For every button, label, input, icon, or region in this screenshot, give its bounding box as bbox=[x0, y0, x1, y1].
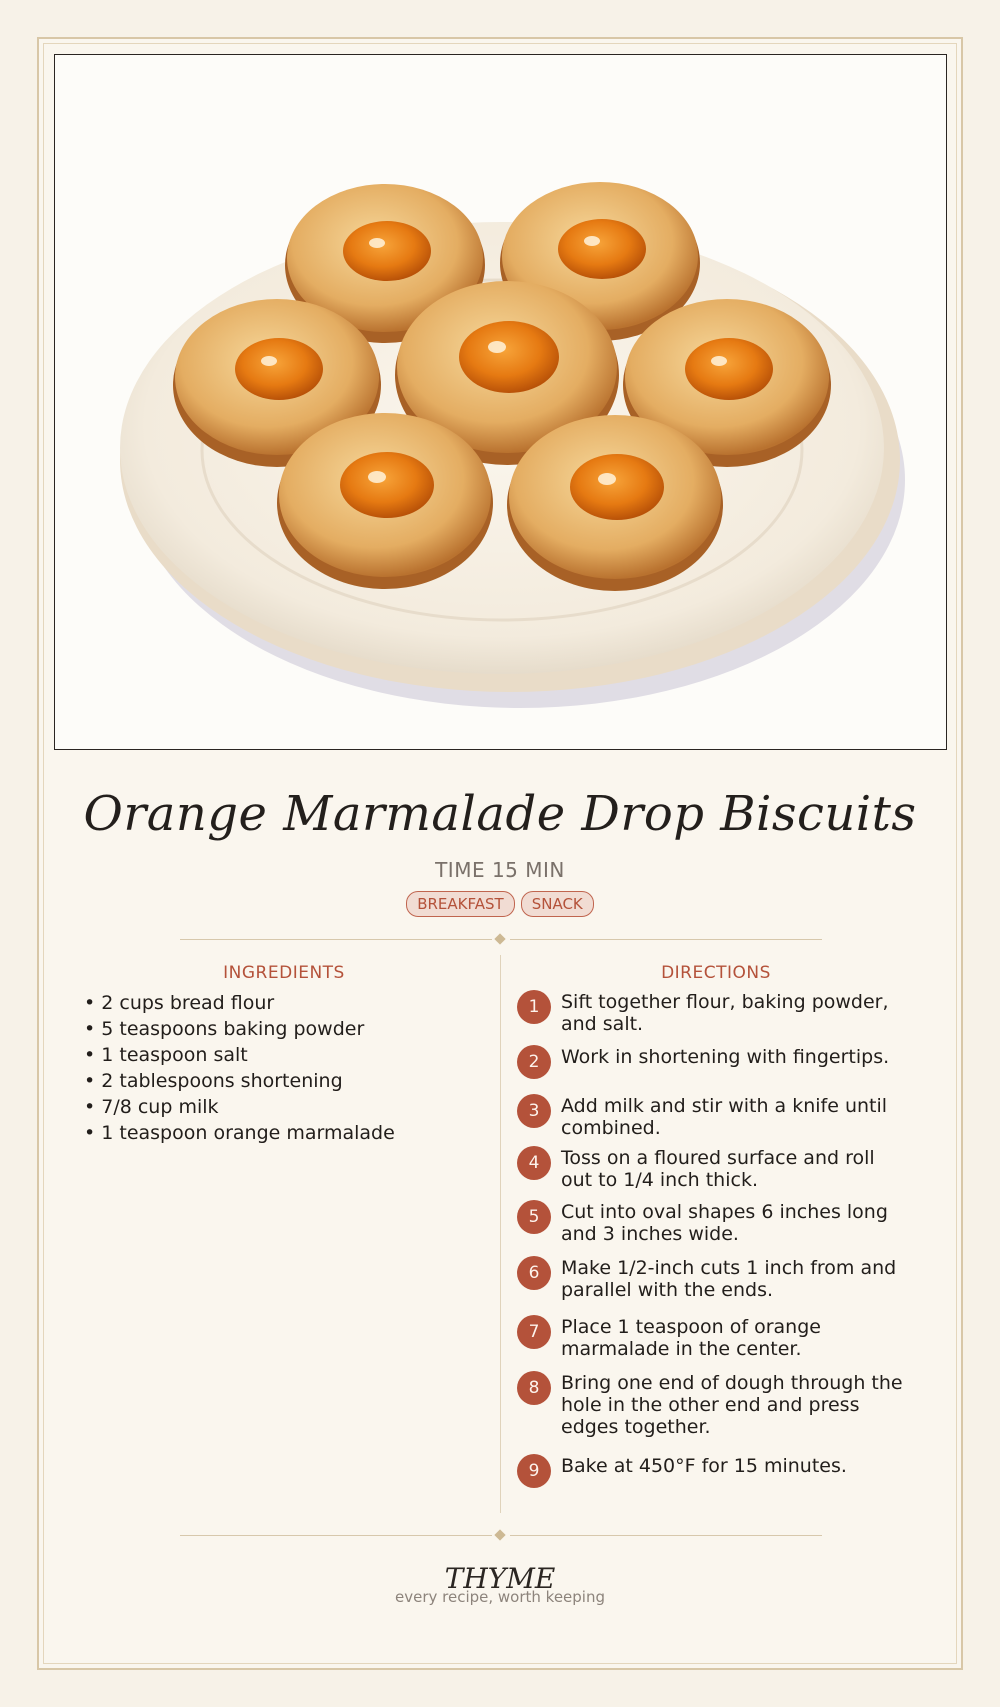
step-text: Make 1/2-inch cuts 1 inch from and parallel with the ends. bbox=[561, 1257, 897, 1301]
tag-list bbox=[0, 891, 1000, 917]
ingredients-heading: INGREDIENTS bbox=[223, 963, 345, 983]
step-number-badge: 4 bbox=[517, 1146, 551, 1180]
step-number-badge: 3 bbox=[517, 1094, 551, 1128]
directions-heading: DIRECTIONS bbox=[661, 963, 771, 983]
step-number-badge: 6 bbox=[517, 1256, 551, 1290]
brand-tagline: every recipe, worth keeping bbox=[394, 1588, 605, 1606]
step-number-badge: 9 bbox=[517, 1454, 551, 1488]
step-text: Bake at 450°F for 15 minutes. bbox=[561, 1455, 847, 1477]
bottom-divider-right bbox=[510, 1535, 822, 1536]
tag-snack[interactable]: SNACK bbox=[521, 891, 594, 917]
ingredient-item: • 1 teaspoon orange marmalade bbox=[84, 1122, 395, 1144]
tag-breakfast[interactable]: BREAKFAST bbox=[406, 891, 514, 917]
recipe-time: TIME 15 MIN bbox=[435, 858, 565, 882]
step-text: Place 1 teaspoon of orange marmalade in the center. bbox=[561, 1316, 821, 1360]
ingredients-list bbox=[84, 990, 484, 1146]
step-text: Sift together flour, baking powder, and salt. bbox=[561, 991, 889, 1035]
step-text: Bring one end of dough through the hole in the other end and press edges together. bbox=[561, 1372, 903, 1438]
step-number-badge: 8 bbox=[517, 1371, 551, 1405]
ingredient-item: • 5 teaspoons baking powder bbox=[84, 1018, 365, 1040]
ingredient-item: • 2 cups bread flour bbox=[84, 992, 275, 1014]
column-divider bbox=[500, 955, 501, 1513]
step-text: Toss on a floured surface and roll out to 1/4 inch thick. bbox=[561, 1147, 875, 1191]
recipe-title: Orange Marmalade Drop Biscuits bbox=[83, 786, 917, 842]
ingredient-item: • 2 tablespoons shortening bbox=[84, 1070, 343, 1092]
step-number-badge: 7 bbox=[517, 1315, 551, 1349]
step-number-badge: 1 bbox=[517, 990, 551, 1024]
ingredient-item: • 7/8 cup milk bbox=[84, 1096, 219, 1118]
step-text: Add milk and stir with a knife until combined. bbox=[561, 1095, 888, 1139]
top-divider-left bbox=[180, 939, 492, 940]
step-number-badge: 2 bbox=[517, 1045, 551, 1079]
step-text: Cut into oval shapes 6 inches long and 3 inches wide. bbox=[561, 1201, 888, 1245]
bottom-divider-left bbox=[180, 1535, 492, 1536]
brand-logo: THYME bbox=[444, 1562, 556, 1595]
step-text: Work in shortening with fingertips. bbox=[561, 1046, 890, 1068]
biscuits-plate-illustration bbox=[55, 55, 946, 749]
top-divider-right bbox=[510, 939, 822, 940]
recipe-photo bbox=[54, 54, 947, 750]
step-number-badge: 5 bbox=[517, 1200, 551, 1234]
ingredient-item: • 1 teaspoon salt bbox=[84, 1044, 248, 1066]
